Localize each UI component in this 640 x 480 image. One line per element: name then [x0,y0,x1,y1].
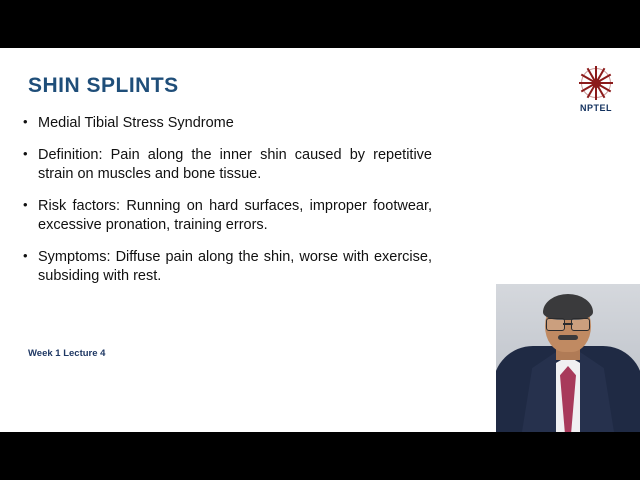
lecture-slide [0,48,640,432]
glasses-lens-right [571,318,590,331]
list-item: • Risk factors: Running on hard surfaces, improper footwear, excessive pronation, training errors. [22,197,432,236]
list-item: • Definition: Pain along the inner shin caused by repetitive strain on muscles and bone tissue. [22,146,432,185]
presenter-glasses [546,318,590,330]
bullet-list [22,114,432,299]
glasses-lens-left [546,318,565,331]
nptel-logo [570,64,622,120]
slide-footer-note: Week 1 Lecture 4 [28,348,106,359]
list-item: • Symptoms: Diffuse pain along the shin, worse with exercise, subsiding with rest. [22,248,432,287]
logo-hub [592,79,601,88]
nptel-wheel-icon [577,64,615,102]
page-title: SHIN SPLINTS [28,74,179,97]
list-item: • Medial Tibial Stress Syndrome [22,114,432,134]
nptel-logo-text: NPTEL [579,103,612,113]
presenter-moustache [558,335,578,340]
presenter-video [496,284,640,432]
